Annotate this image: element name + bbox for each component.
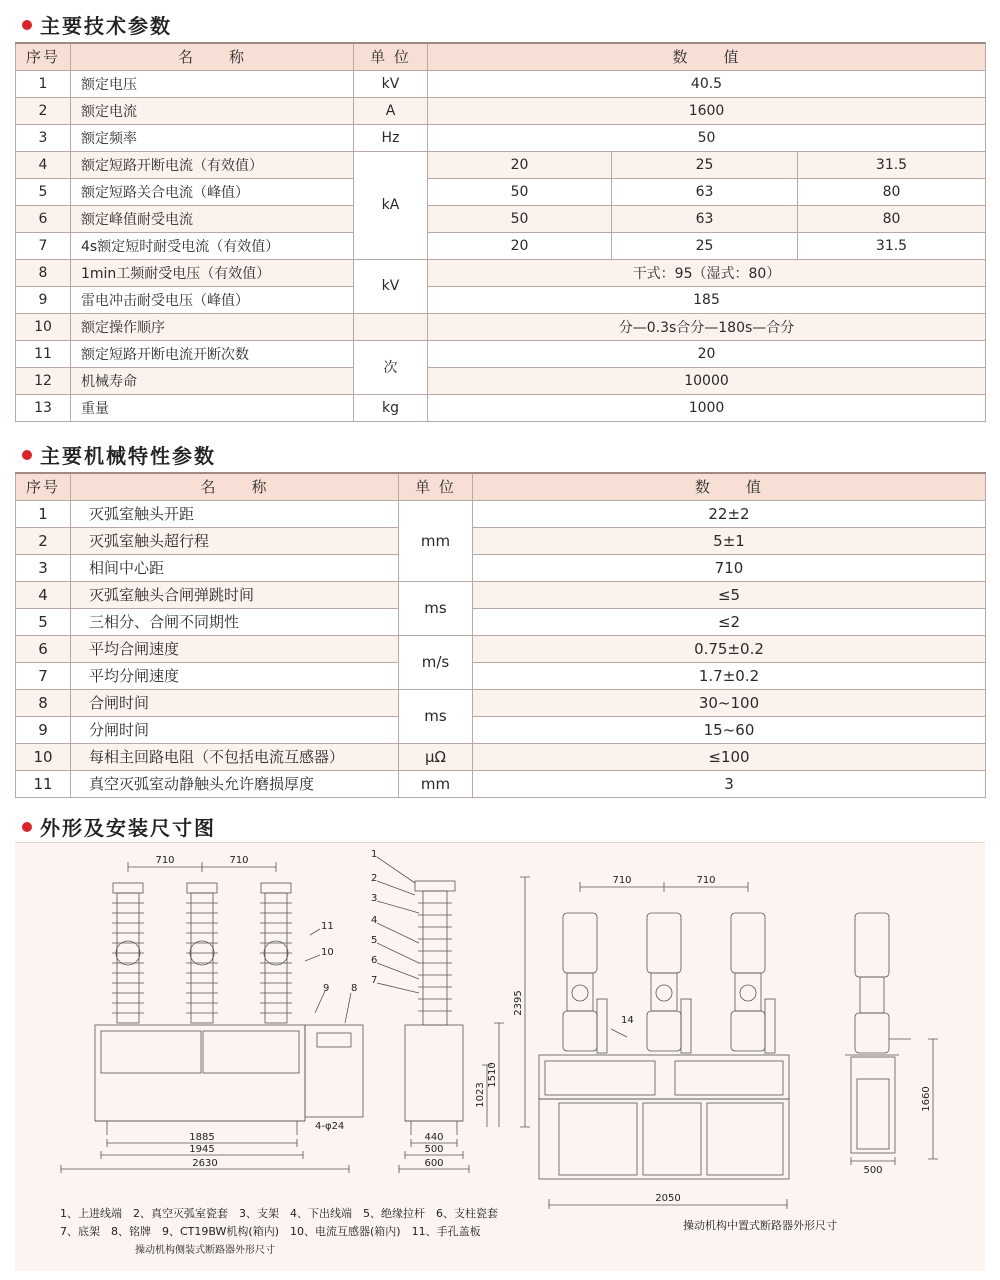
table-row: 7 平均分闸速度 1.7±0.2	[16, 662, 986, 689]
table-row: 11 额定短路开断电流开断次数 次 20	[16, 340, 986, 367]
table-row: 6 额定峰值耐受电流 50 63 80	[16, 205, 986, 232]
pole-right-2	[647, 913, 681, 1051]
svg-text:9: 9	[323, 983, 330, 994]
pole-left-1	[112, 883, 144, 1023]
table-row: 1 额定电压 kV 40.5	[16, 70, 986, 97]
dim-440: 440	[424, 1132, 444, 1143]
table-row: 13 重量 kg 1000	[16, 394, 986, 421]
section-title-tech: 主要技术参数	[22, 10, 172, 39]
table-header-row	[16, 473, 986, 500]
table-row: 1 灭弧室触头开距 mm 22±2	[16, 500, 986, 527]
dim-2395: 2395	[513, 990, 524, 1016]
header-name: 名 称	[71, 473, 399, 500]
table-row: 5 三相分、合闸不同期性 ≤2	[16, 608, 986, 635]
pole-left-2	[186, 883, 218, 1023]
table-row: 8 1min工频耐受电压（有效值） kV 干式：95（湿式：80）	[16, 259, 986, 286]
table-row: 7 4s额定短时耐受电流（有效值） 20 25 31.5	[16, 232, 986, 259]
table-row: 4 灭弧室触头合闸弹跳时间 ms ≤5	[16, 581, 986, 608]
dim-500-b: 500	[863, 1165, 883, 1176]
table-row: 9 分闸时间 15~60	[16, 716, 986, 743]
svg-text:10: 10	[321, 947, 334, 958]
dim-1945: 1945	[189, 1144, 215, 1155]
dim-1660: 1660	[921, 1086, 932, 1112]
dim-710-b: 710	[229, 855, 249, 866]
svg-text:2: 2	[371, 873, 378, 884]
table-row: 8 合闸时间 ms 30~100	[16, 689, 986, 716]
dim-1023: 1023	[475, 1082, 486, 1108]
svg-text:3: 3	[371, 893, 378, 904]
dim-600: 600	[424, 1158, 444, 1169]
header-name: 名 称	[71, 43, 354, 70]
dim-710-a: 710	[155, 855, 175, 866]
dim-hole: 4-φ24	[315, 1121, 345, 1132]
svg-text:4: 4	[371, 915, 378, 926]
dim-2630: 2630	[192, 1158, 218, 1169]
tech-params-table	[15, 42, 986, 422]
svg-text:14: 14	[621, 1015, 634, 1026]
dim-710-d: 710	[696, 875, 716, 886]
dimension-drawing	[15, 843, 985, 1271]
svg-text:11: 11	[321, 921, 334, 932]
svg-text:7: 7	[371, 975, 378, 986]
dimension-drawing-panel	[15, 842, 985, 1271]
dim-710-c: 710	[612, 875, 632, 886]
header-value: 数 值	[473, 473, 986, 500]
bullet-dot-icon	[22, 20, 32, 30]
bullet-dot-icon	[22, 450, 32, 460]
legend-line-1: 1、上进线端 2、真空灭弧室瓷套 3、支架 4、下出线端 5、绝缘拉杆 6、支柱瓷套	[60, 1207, 498, 1220]
table-row: 6 平均合闸速度 m/s 0.75±0.2	[16, 635, 986, 662]
legend-line-2: 7、底架 8、铭牌 9、CT19BW机构(箱内) 10、电流互感器(箱内) 11、手孔盖板	[60, 1225, 481, 1238]
caption-right: 操动机构中置式断路器外形尺寸	[683, 1219, 837, 1232]
header-unit: 单 位	[354, 43, 428, 70]
bullet-dot-icon	[22, 822, 32, 832]
dim-2050: 2050	[655, 1193, 681, 1204]
header-value: 数 值	[428, 43, 986, 70]
table-row: 2 额定电流 A 1600	[16, 97, 986, 124]
svg-text:5: 5	[371, 935, 378, 946]
section-title-dim: 外形及安装尺寸图	[22, 812, 216, 841]
mech-params-table	[15, 472, 986, 798]
header-no: 序号	[16, 43, 71, 70]
table-row: 11 真空灭弧室动静触头允许磨损厚度 mm 3	[16, 770, 986, 797]
table-row: 12 机械寿命 10000	[16, 367, 986, 394]
pole-right-1	[563, 913, 597, 1051]
header-no: 序号	[16, 473, 71, 500]
table-row: 3 额定频率 Hz 50	[16, 124, 986, 151]
table-row: 5 额定短路关合电流（峰值） 50 63 80	[16, 178, 986, 205]
pole-right-3	[731, 913, 765, 1051]
dim-1885: 1885	[189, 1132, 215, 1143]
table-row: 10 额定操作顺序 分—0.3s合分—180s—合分	[16, 313, 986, 340]
section-title-mech: 主要机械特性参数	[22, 440, 216, 469]
table-row: 10 每相主回路电阻（不包括电流互感器） μΩ ≤100	[16, 743, 986, 770]
table-row: 4 额定短路开断电流（有效值） kA 20 25 31.5	[16, 151, 986, 178]
svg-text:1: 1	[371, 849, 378, 860]
dim-1510: 1510	[487, 1062, 498, 1088]
caption-left: 操动机构侧装式断路器外形尺寸	[135, 1245, 275, 1256]
svg-text:8: 8	[351, 983, 358, 994]
table-row: 3 相间中心距 710	[16, 554, 986, 581]
table-header-row	[16, 43, 986, 70]
table-row: 9 雷电冲击耐受电压（峰值） 185	[16, 286, 986, 313]
header-unit: 单 位	[399, 473, 473, 500]
table-row: 2 灭弧室触头超行程 5±1	[16, 527, 986, 554]
pole-left-3	[260, 883, 292, 1023]
svg-text:6: 6	[371, 955, 378, 966]
dim-500: 500	[424, 1144, 444, 1155]
